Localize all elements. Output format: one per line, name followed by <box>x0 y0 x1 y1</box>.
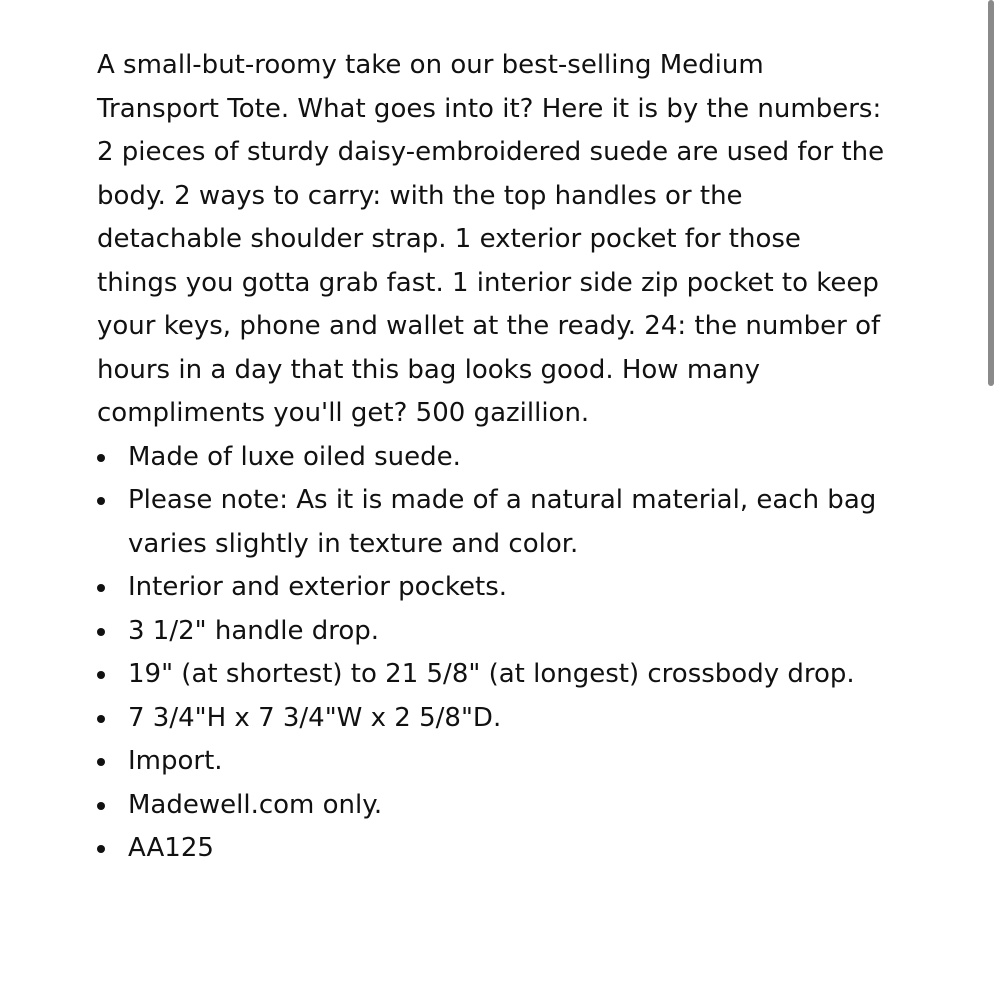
product-details-panel <box>97 44 887 871</box>
list-item: Import. <box>97 740 887 784</box>
product-description: A small-but-roomy take on our best-selling Medium Transport Tote. What goes into it? Here it is by the numbers: 2 pieces of sturdy daisy-embroidered suede are used for the body. 2 ways to carry: with the top handles or the detachable shoulder strap. 1 exterior pocket for those things you gotta grab fast. 1 interior side zip pocket to keep your keys, phone and wallet at the ready. 24: the number of hours in a day that this bag looks good. How many compliments you'll get? 500 gazillion. <box>97 50 885 428</box>
list-item: Interior and exterior pockets. <box>97 566 887 610</box>
list-item: 3 1/2" handle drop. <box>97 610 887 654</box>
scrollbar[interactable] <box>988 0 994 386</box>
product-details-list <box>97 436 887 871</box>
list-item: 7 3/4"H x 7 3/4"W x 2 5/8"D. <box>97 697 887 741</box>
list-item: Made of luxe oiled suede. <box>97 436 887 480</box>
list-item: Madewell.com only. <box>97 784 887 828</box>
list-item: Please note: As it is made of a natural material, each bag varies slightly in texture and color. <box>97 479 887 566</box>
list-item: AA125 <box>97 827 887 871</box>
list-item: 19" (at shortest) to 21 5/8" (at longest) crossbody drop. <box>97 653 887 697</box>
